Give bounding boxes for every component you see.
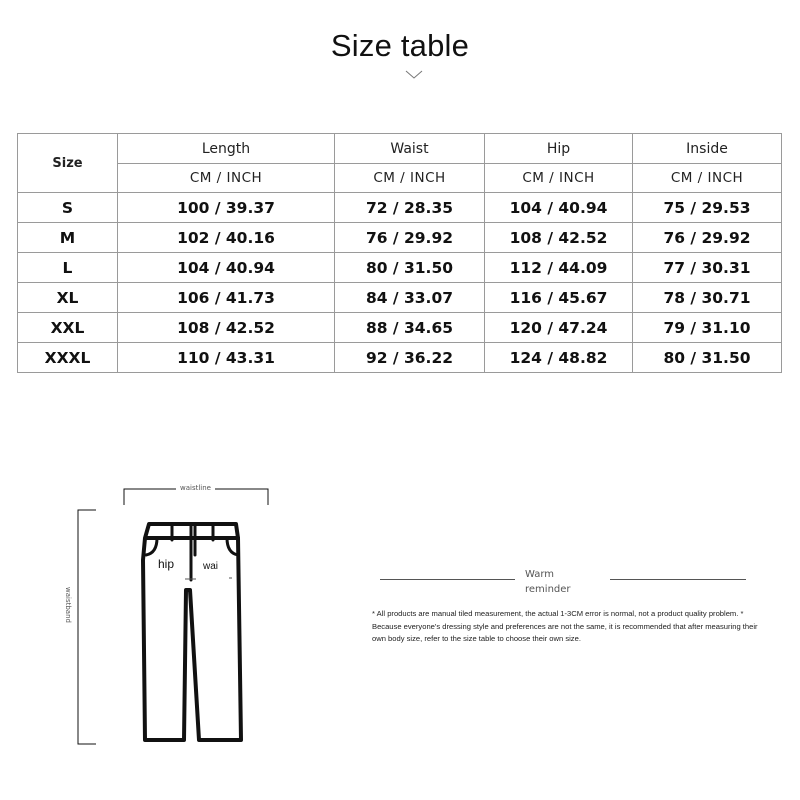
column-header-length: Length bbox=[118, 134, 335, 164]
length-cell: 102 / 40.16 bbox=[118, 223, 335, 253]
size-cell: M bbox=[18, 223, 118, 253]
unit-hip: CM / INCH bbox=[485, 164, 633, 193]
page-title: Size table bbox=[330, 28, 470, 63]
size-column-header: Size bbox=[18, 134, 118, 193]
length-cell: 106 / 41.73 bbox=[118, 283, 335, 313]
inside-cell: 78 / 30.71 bbox=[633, 283, 782, 313]
length-cell: 100 / 39.37 bbox=[118, 193, 335, 223]
size-cell: L bbox=[18, 253, 118, 283]
unit-inside: CM / INCH bbox=[633, 164, 782, 193]
size-cell: XXL bbox=[18, 313, 118, 343]
waist-cell: 80 / 31.50 bbox=[335, 253, 485, 283]
unit-waist: CM / INCH bbox=[335, 164, 485, 193]
waist-cell: 88 / 34.65 bbox=[335, 313, 485, 343]
inside-cell: 79 / 31.10 bbox=[633, 313, 782, 343]
inside-cell: 77 / 30.31 bbox=[633, 253, 782, 283]
length-cell: 104 / 40.94 bbox=[118, 253, 335, 283]
hip-cell: 116 / 45.67 bbox=[485, 283, 633, 313]
size-cell: S bbox=[18, 193, 118, 223]
inside-cell: 80 / 31.50 bbox=[633, 343, 782, 373]
waist-cell: 72 / 28.35 bbox=[335, 193, 485, 223]
column-header-waist: Waist bbox=[335, 134, 485, 164]
reminder-title: Warm reminder bbox=[525, 569, 571, 595]
reminder-divider-right bbox=[610, 579, 746, 580]
waistband-label: waistband bbox=[64, 584, 72, 626]
inside-cell: 75 / 29.53 bbox=[633, 193, 782, 223]
size-cell: XL bbox=[18, 283, 118, 313]
reminder-divider-left bbox=[380, 579, 515, 580]
hip-cell: 124 / 48.82 bbox=[485, 343, 633, 373]
reminder-notes: * All products are manual tiled measurement, the actual 1-3CM error is normal, not a product quality problem. * Because everyone's dressing style and preferences are not the same, it is recommended that after measuring their own body size, refer to the size table to choose their own size. bbox=[372, 609, 758, 643]
hip-cell: 120 / 47.24 bbox=[485, 313, 633, 343]
hip-cell: 104 / 40.94 bbox=[485, 193, 633, 223]
unit-length: CM / INCH bbox=[118, 164, 335, 193]
waistline-label: waistline bbox=[176, 484, 215, 492]
column-header-inside: Inside bbox=[633, 134, 782, 164]
hip-cell: 108 / 42.52 bbox=[485, 223, 633, 253]
column-header-hip: Hip bbox=[485, 134, 633, 164]
size-cell: XXXL bbox=[18, 343, 118, 373]
length-cell: 110 / 43.31 bbox=[118, 343, 335, 373]
waistband-bracket bbox=[78, 510, 96, 744]
waist-cell: 84 / 33.07 bbox=[335, 283, 485, 313]
length-cell: 108 / 42.52 bbox=[118, 313, 335, 343]
inside-cell: 76 / 29.92 bbox=[633, 223, 782, 253]
waist-cell: 92 / 36.22 bbox=[335, 343, 485, 373]
hip-label: hip bbox=[158, 557, 175, 571]
waist-cell: 76 / 29.92 bbox=[335, 223, 485, 253]
wai-label: wai bbox=[203, 561, 219, 572]
hip-cell: 112 / 44.09 bbox=[485, 253, 633, 283]
